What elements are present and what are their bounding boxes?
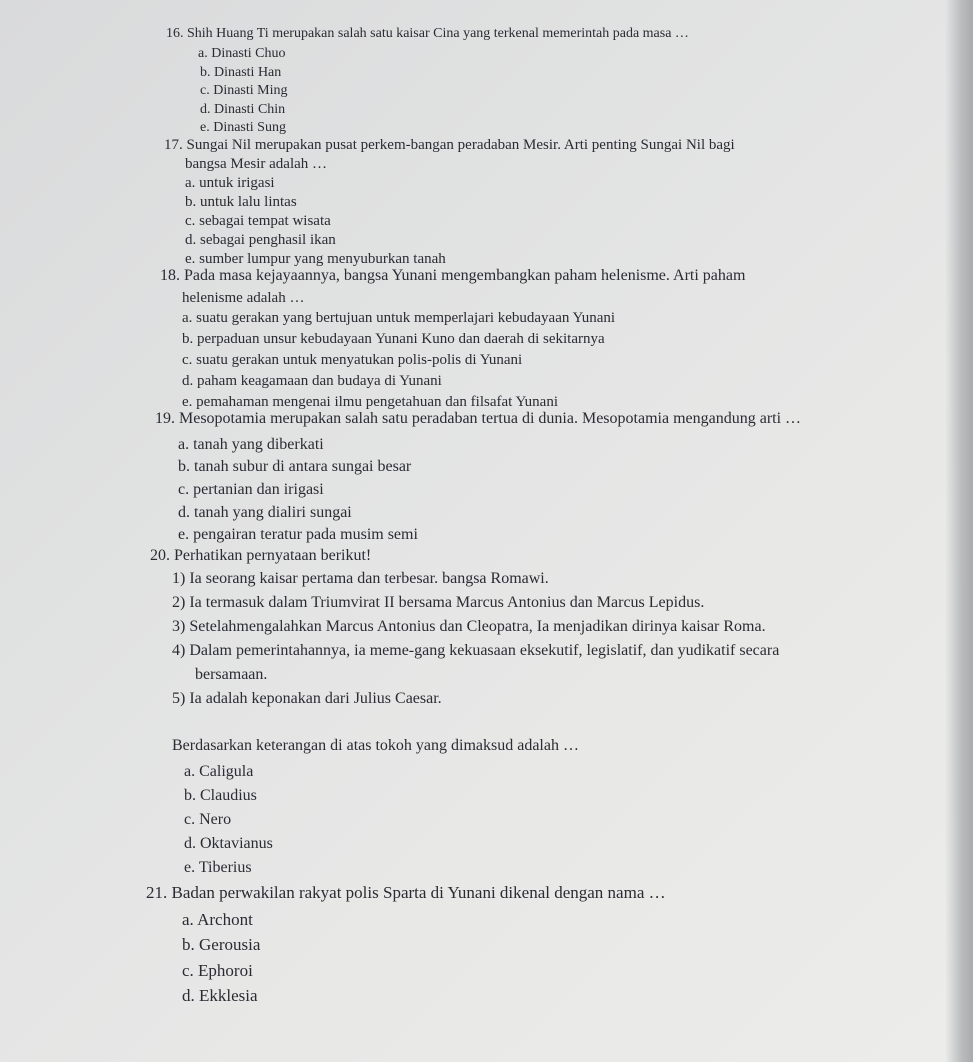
option-17a: [185, 175, 275, 192]
statement-5: [172, 690, 442, 708]
statement-number: 3): [172, 618, 186, 635]
option-16b: [200, 65, 281, 81]
option-letter: d.: [185, 232, 197, 248]
question-text: Badan perwakilan rakyat polis Sparta di Yunani dikenal dengan nama …: [171, 883, 666, 902]
option-letter: e.: [178, 526, 190, 543]
option-text: Dinasti Han: [214, 65, 282, 80]
option-text: Archont: [197, 910, 253, 929]
option-19d: [178, 504, 352, 522]
option-text: sebagai tempat wisata: [199, 213, 331, 229]
option-letter: d.: [182, 986, 195, 1005]
option-letter: a.: [182, 310, 193, 326]
option-16e: [200, 120, 286, 136]
option-19a: [178, 436, 324, 454]
option-letter: d.: [184, 835, 196, 852]
question-18-continuation: helenisme adalah …: [182, 290, 305, 306]
statement-number: 2): [172, 594, 186, 611]
option-letter: c.: [184, 811, 196, 828]
option-letter: a.: [198, 46, 208, 61]
option-text: pemahaman mengenai ilmu pengetahuan dan filsafat Yunani: [196, 394, 558, 410]
option-letter: b.: [178, 458, 190, 475]
option-letter: b.: [182, 331, 194, 347]
option-21d: [182, 986, 258, 1006]
option-18a: [182, 310, 615, 327]
question-20-prompt: Berdasarkan keterangan di atas tokoh yang dimaksud adalah …: [172, 737, 579, 754]
option-text: pengairan teratur pada musim semi: [193, 526, 418, 543]
option-letter: b.: [182, 935, 195, 954]
question-number: 19.: [155, 410, 175, 427]
question-19: [155, 410, 801, 428]
question-number: 17.: [164, 137, 183, 153]
option-20c: [184, 811, 231, 829]
question-17: [164, 137, 735, 154]
option-18d: [182, 373, 442, 390]
statement-3: [172, 618, 766, 636]
question-text: Pada masa kejayaannya, bangsa Yunani mengembangkan paham helenisme. Arti paham: [184, 267, 746, 284]
option-letter: c.: [200, 83, 210, 98]
statement-4-continuation: bersamaan.: [195, 666, 268, 683]
option-text: tanah yang dialiri sungai: [194, 504, 352, 521]
option-text: sebagai penghasil ikan: [200, 232, 336, 248]
option-20e: [184, 859, 252, 877]
option-text: sumber lumpur yang menyuburkan tanah: [199, 251, 446, 267]
statement-number: 5): [172, 690, 186, 707]
question-number: 21.: [146, 883, 168, 902]
option-text: Ephoroi: [198, 961, 253, 980]
statement-1: [172, 570, 549, 588]
option-letter: e.: [182, 394, 193, 410]
option-19b: [178, 458, 411, 476]
question-number: 18.: [160, 267, 180, 284]
option-16c: [200, 83, 288, 99]
option-17b: [185, 194, 297, 211]
option-letter: a.: [182, 910, 194, 929]
option-letter: d.: [200, 102, 211, 117]
question-text: Perhatikan pernyataan berikut!: [174, 547, 372, 564]
question-16: [166, 26, 689, 42]
option-letter: b.: [184, 787, 196, 804]
statement-text: Ia seorang kaisar pertama dan terbesar. bangsa Romawi.: [189, 570, 549, 587]
option-text: Dinasti Sung: [213, 120, 286, 135]
question-number: 16.: [166, 26, 184, 41]
option-19c: [178, 481, 324, 499]
option-letter: a.: [184, 763, 196, 780]
option-20d: [184, 835, 273, 853]
option-letter: a.: [185, 175, 196, 191]
option-text: Oktavianus: [200, 835, 273, 852]
option-17c: [185, 213, 331, 230]
option-text: tanah subur di antara sungai besar: [194, 458, 412, 475]
option-text: pertanian dan irigasi: [193, 481, 324, 498]
statement-4: [172, 642, 779, 660]
option-18e: [182, 394, 558, 411]
option-text: Ekklesia: [199, 986, 258, 1005]
option-19e: [178, 526, 418, 544]
option-21a: [182, 910, 253, 930]
option-letter: e.: [184, 859, 196, 876]
question-21: [146, 883, 666, 903]
option-text: tanah yang diberkati: [193, 436, 324, 453]
option-text: Nero: [199, 811, 232, 828]
option-20a: [184, 763, 253, 781]
option-letter: e.: [185, 251, 196, 267]
option-letter: d.: [178, 504, 190, 521]
question-18: [160, 267, 745, 285]
statement-number: 1): [172, 570, 186, 587]
option-text: Claudius: [200, 787, 257, 804]
option-text: Gerousia: [199, 935, 261, 954]
option-letter: d.: [182, 373, 194, 389]
option-letter: e.: [200, 120, 210, 135]
option-letter: c.: [185, 213, 196, 229]
option-text: Caligula: [199, 763, 254, 780]
option-text: Tiberius: [198, 859, 252, 876]
statement-text: Ia adalah keponakan dari Julius Caesar.: [189, 690, 442, 707]
question-text: Mesopotamia merupakan salah satu peradaban tertua di dunia. Mesopotamia mengandung arti …: [179, 410, 802, 427]
paper-edge-shadow: [945, 0, 973, 1062]
option-text: suatu gerakan yang bertujuan untuk memperlajari kebudayaan Yunani: [196, 310, 616, 326]
option-21b: [182, 935, 260, 955]
statement-text: Dalam pemerintahannya, ia meme-gang kekuasaan eksekutif, legislatif, dan yudikatif secara: [189, 642, 780, 659]
statement-2: [172, 594, 704, 612]
option-text: untuk lalu lintas: [200, 194, 297, 210]
option-letter: c.: [178, 481, 190, 498]
option-18b: [182, 331, 605, 348]
option-20b: [184, 787, 257, 805]
option-letter: b.: [185, 194, 197, 210]
option-text: Dinasti Chin: [214, 102, 286, 117]
option-text: perpaduan unsur kebudayaan Yunani Kuno dan daerah di sekitarnya: [197, 331, 605, 347]
option-16a: [198, 46, 286, 62]
option-text: untuk irigasi: [199, 175, 275, 191]
option-18c: [182, 352, 522, 369]
option-letter: c.: [182, 352, 193, 368]
option-text: suatu gerakan untuk menyatukan polis-polis di Yunani: [196, 352, 523, 368]
question-text: Shih Huang Ti merupakan salah satu kaisar Cina yang terkenal memerintah pada masa …: [187, 26, 689, 41]
option-text: paham keagamaan dan budaya di Yunani: [197, 373, 442, 389]
option-17e: [185, 251, 446, 268]
question-text: Sungai Nil merupakan pusat perkem-bangan peradaban Mesir. Arti penting Sungai Nil bagi: [186, 137, 735, 153]
statement-text: Setelahmengalahkan Marcus Antonius dan Cleopatra, Ia menjadikan dirinya kaisar Roma.: [189, 618, 766, 635]
option-16d: [200, 102, 285, 118]
option-text: Dinasti Ming: [213, 83, 288, 98]
statement-number: 4): [172, 642, 186, 659]
question-17-continuation: bangsa Mesir adalah …: [185, 156, 328, 172]
option-letter: a.: [178, 436, 190, 453]
statement-text: Ia termasuk dalam Triumvirat II bersama Marcus Antonius dan Marcus Lepidus.: [189, 594, 705, 611]
question-number: 20.: [150, 547, 170, 564]
question-20: [150, 547, 371, 565]
option-letter: c.: [182, 961, 194, 980]
option-letter: b.: [200, 65, 211, 80]
option-21c: [182, 961, 253, 981]
option-17d: [185, 232, 336, 249]
option-text: Dinasti Chuo: [211, 46, 286, 61]
